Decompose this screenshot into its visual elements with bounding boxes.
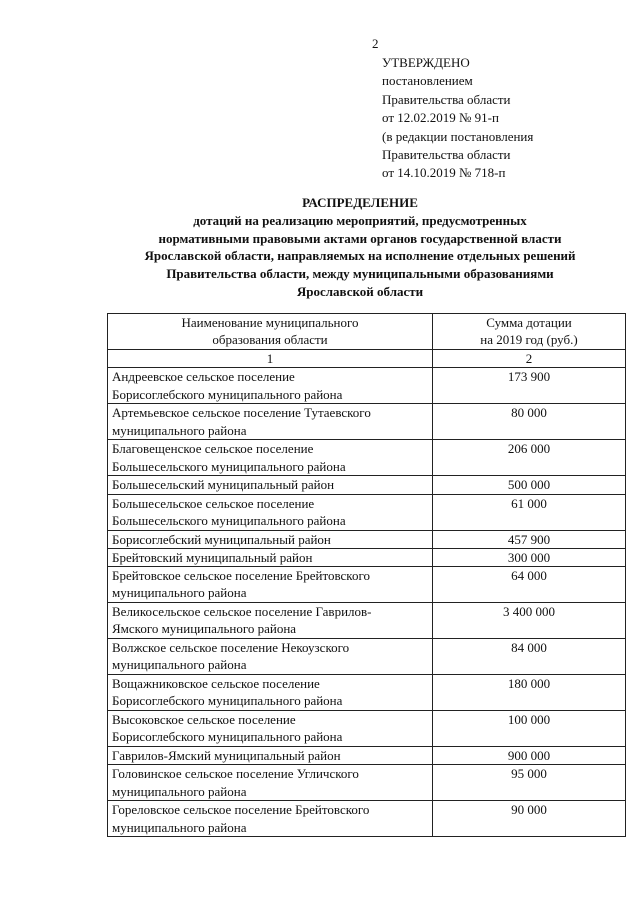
- table-row: [108, 494, 626, 530]
- table-row: [108, 440, 626, 476]
- approval-line: Правительства области: [382, 91, 511, 107]
- column-header-sum: [433, 314, 626, 350]
- header-line: Сумма дотации: [486, 315, 572, 330]
- table-row: [108, 530, 626, 548]
- municipality-name: [108, 603, 433, 639]
- header-line: образования области: [212, 332, 328, 348]
- table-row: [108, 368, 626, 404]
- municipality-name-line: Высоковское сельское поселение: [112, 712, 296, 728]
- municipality-name: [108, 639, 433, 675]
- approval-block: [382, 54, 533, 183]
- municipality-name-line: Волжское сельское поселение Некоузского: [112, 640, 350, 656]
- table-row: [108, 639, 626, 675]
- municipality-name-line: Большесельский муниципальный район: [112, 477, 335, 493]
- header-line: на 2019 год (руб.): [480, 332, 578, 348]
- table-row: [108, 404, 626, 440]
- subsidy-amount: 457 900: [433, 530, 626, 548]
- municipality-name-line: Борисоглебского муниципального района: [112, 693, 343, 709]
- table-row: [108, 711, 626, 747]
- municipality-name-line: Борисоглебского муниципального района: [112, 386, 343, 402]
- table-row: [108, 801, 626, 837]
- municipality-name-line: Артемьевское сельское поселение Тутаевского: [112, 405, 371, 421]
- approval-line: постановлением: [382, 73, 473, 89]
- municipality-name: [108, 747, 433, 765]
- municipality-name: [108, 765, 433, 801]
- subsidy-amount: 900 000: [433, 747, 626, 765]
- approval-line: УТВЕРЖДЕНО: [382, 55, 470, 70]
- subsidy-amount: 90 000: [433, 801, 626, 837]
- subsidy-amount: 500 000: [433, 476, 626, 494]
- table-row: [108, 548, 626, 566]
- distribution-table: [107, 313, 626, 837]
- table-row: [108, 675, 626, 711]
- municipality-name-line: муниципального района: [112, 819, 247, 835]
- municipality-name-line: Брейтовское сельское поселение Брейтовского: [112, 568, 370, 584]
- subsidy-amount: 100 000: [433, 711, 626, 747]
- table-row: [108, 476, 626, 494]
- municipality-name-line: Большесельского муниципального района: [112, 512, 346, 528]
- subsidy-amount: 95 000: [433, 765, 626, 801]
- municipality-name: [108, 548, 433, 566]
- municipality-name-line: Ямского муниципального района: [112, 621, 297, 637]
- municipality-name-line: Большесельского муниципального района: [112, 458, 346, 474]
- subsidy-amount: 64 000: [433, 567, 626, 603]
- subsidy-amount: 3 400 000: [433, 603, 626, 639]
- municipality-name-line: Благовещенское сельское поселение: [112, 441, 314, 457]
- header-line: Наименование муниципального: [181, 315, 359, 330]
- municipality-name-line: муниципального района: [112, 783, 247, 799]
- heading-line: нормативными правовыми актами органов государственной власти: [158, 230, 562, 246]
- table-header-row: [108, 314, 626, 350]
- heading-line: Ярославской области, направляемых на исполнение отдельных решений: [144, 248, 576, 264]
- page-number: 2: [372, 36, 379, 51]
- municipality-name-line: муниципального района: [112, 422, 247, 438]
- table-row: [108, 603, 626, 639]
- municipality-name-line: муниципального района: [112, 657, 247, 673]
- municipality-name-line: Гаврилов-Ямский муниципальный район: [112, 748, 341, 764]
- document-heading: [100, 194, 620, 301]
- municipality-name-line: Андреевское сельское поселение: [112, 369, 295, 385]
- municipality-name: [108, 404, 433, 440]
- municipality-name-line: Великосельское сельское поселение Гаврилов-: [112, 604, 372, 620]
- municipality-name-line: Большесельское сельское поселение: [112, 495, 315, 511]
- municipality-name: [108, 711, 433, 747]
- municipality-name-line: муниципального района: [112, 585, 247, 601]
- column-number-row: [108, 350, 626, 368]
- heading-title: РАСПРЕДЕЛЕНИЕ: [302, 195, 418, 210]
- municipality-name-line: Брейтовский муниципальный район: [112, 549, 313, 565]
- heading-line: дотаций на реализацию мероприятий, предусмотренных: [193, 212, 527, 228]
- subsidy-amount: 206 000: [433, 440, 626, 476]
- column-number: 2: [433, 350, 626, 368]
- table-row: [108, 765, 626, 801]
- municipality-name: [108, 440, 433, 476]
- municipality-name: [108, 368, 433, 404]
- municipality-name: [108, 567, 433, 603]
- table-row: [108, 747, 626, 765]
- approval-line: от 14.10.2019 № 718-п: [382, 165, 506, 181]
- municipality-name: [108, 476, 433, 494]
- municipality-name: [108, 675, 433, 711]
- municipality-name-line: Борисоглебский муниципальный район: [112, 531, 331, 547]
- approval-line: Правительства области: [382, 147, 511, 163]
- municipality-name-line: Головинское сельское поселение Угличского: [112, 766, 359, 782]
- column-number: 1: [108, 350, 433, 368]
- heading-line: Ярославской области: [296, 283, 424, 299]
- municipality-name: [108, 530, 433, 548]
- municipality-name: [108, 494, 433, 530]
- municipality-name-line: Борисоглебского муниципального района: [112, 729, 343, 745]
- subsidy-amount: 80 000: [433, 404, 626, 440]
- subsidy-amount: 180 000: [433, 675, 626, 711]
- approval-line: (в редакции постановления: [382, 128, 534, 144]
- subsidy-amount: 84 000: [433, 639, 626, 675]
- column-header-name: [108, 314, 433, 350]
- table-row: [108, 567, 626, 603]
- subsidy-amount: 300 000: [433, 548, 626, 566]
- subsidy-amount: 173 900: [433, 368, 626, 404]
- approval-line: от 12.02.2019 № 91-п: [382, 110, 499, 126]
- subsidy-amount: 61 000: [433, 494, 626, 530]
- heading-line: Правительства области, между муниципальными образованиями: [166, 266, 554, 282]
- municipality-name: [108, 801, 433, 837]
- municipality-name-line: Гореловское сельское поселение Брейтовского: [112, 802, 370, 818]
- municipality-name-line: Вощажниковское сельское поселение: [112, 676, 320, 692]
